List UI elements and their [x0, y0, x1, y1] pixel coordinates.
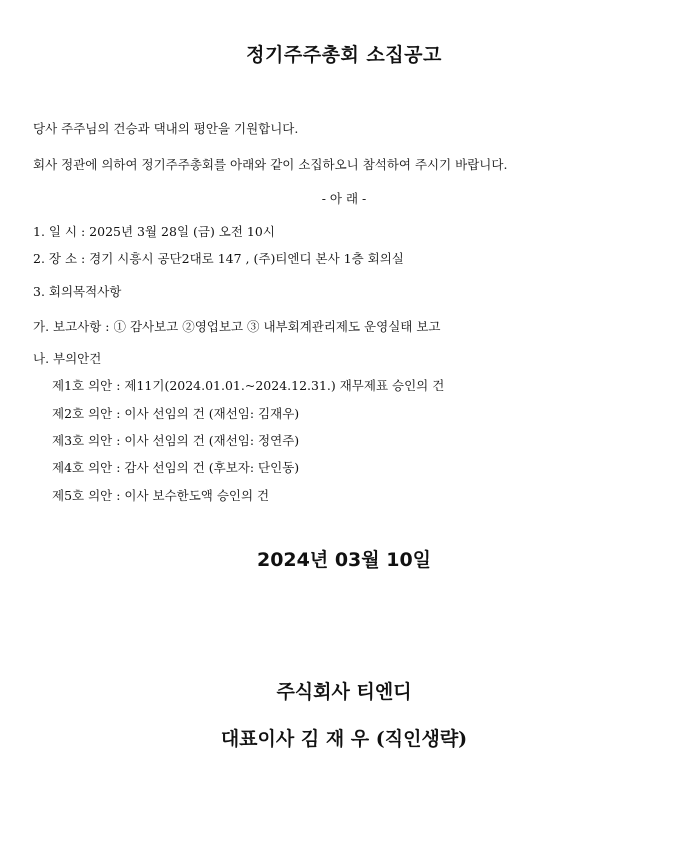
- purpose-heading: 3. 회의목적사항: [33, 284, 122, 299]
- notice-date: 2024년 03월 10일: [256, 549, 432, 571]
- agenda-item-4: 제4호 의안 : 감사 선임의 건 (후보자: 단인동): [52, 460, 300, 475]
- intro-text: 회사 정관에 의하여 정기주주총회를 아래와 같이 소집하오니 참석하여 주시기 바랍니다.: [33, 157, 508, 172]
- greeting-text: 당사 주주님의 건승과 댁내의 평안을 기원합니다.: [33, 121, 299, 136]
- below-marker: - 아 래 -: [321, 191, 367, 206]
- company-name: 주식회사 티엔디: [276, 681, 412, 703]
- meeting-location: 2. 장 소 : 경기 시흥시 공단2대로 147 , (주)티엔디 본사 1층 회의실: [33, 251, 404, 266]
- report-items: 가. 보고사항 : ① 감사보고 ②영업보고 ③ 내부회계관리제도 운영실태 보고: [33, 319, 441, 334]
- agenda-heading: 나. 부의안건: [33, 351, 102, 366]
- document-title: 정기주주총회 소집공고: [246, 44, 442, 66]
- agenda-item-3: 제3호 의안 : 이사 선임의 건 (재선임: 정연주): [52, 433, 300, 448]
- meeting-datetime: 1. 일 시 : 2025년 3월 28일 (금) 오전 10시: [33, 224, 275, 239]
- agenda-item-1: 제1호 의안 : 제11기(2024.01.01.~2024.12.31.) 재무제표 승인의 건: [52, 378, 445, 393]
- ceo-signature-line: 대표이사 김 재 우 (직인생략): [220, 728, 468, 750]
- agenda-item-2: 제2호 의안 : 이사 선임의 건 (재선임: 김재우): [52, 406, 300, 421]
- agenda-item-5: 제5호 의안 : 이사 보수한도액 승인의 건: [52, 488, 270, 503]
